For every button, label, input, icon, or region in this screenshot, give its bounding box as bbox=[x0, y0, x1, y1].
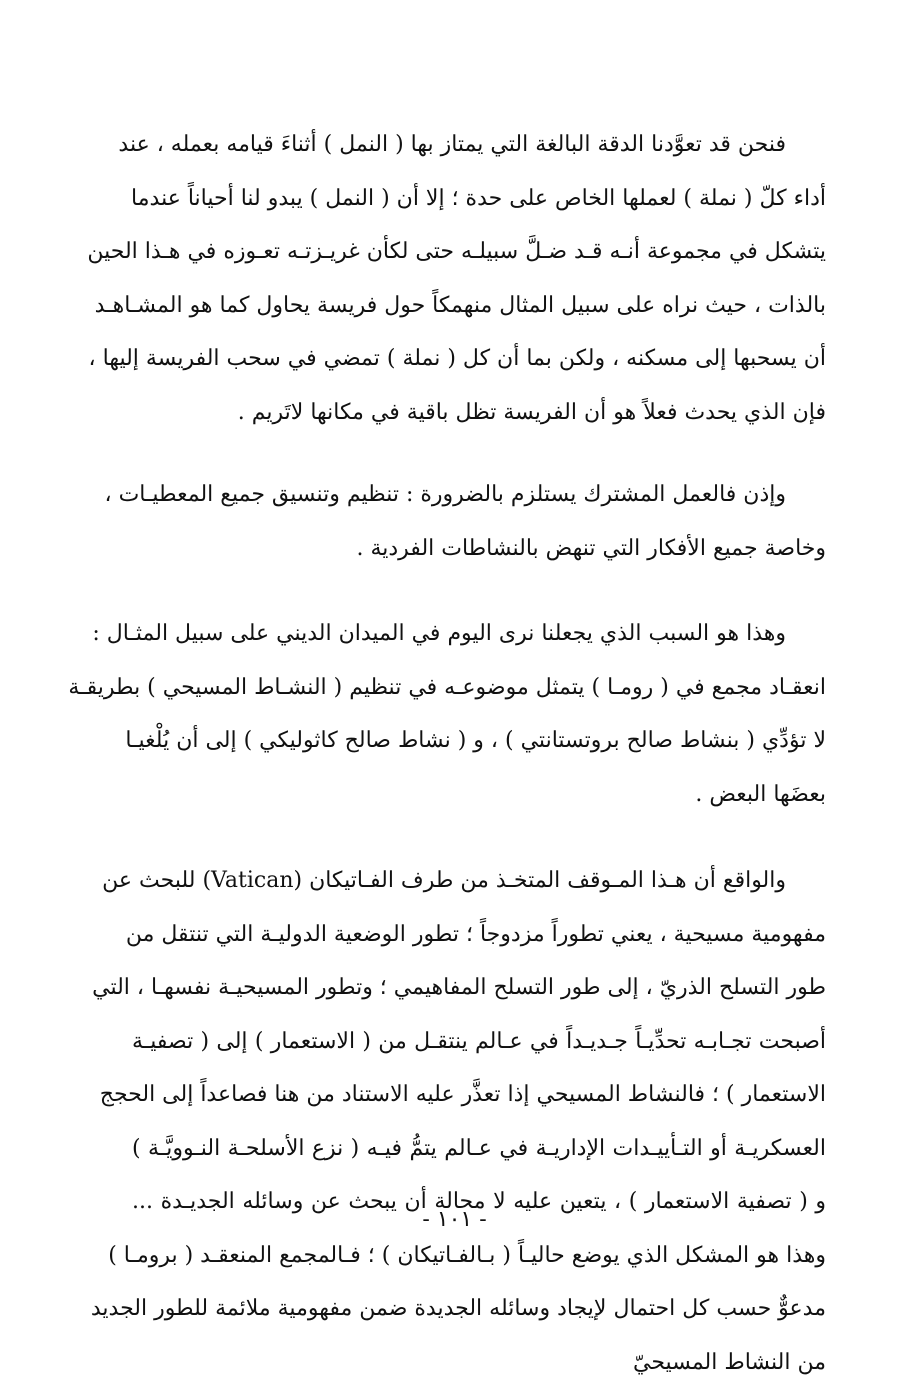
text-line: مدعوٌّ حسب كل احتمال لإيجاد وسائله الجديدة ضمن مفهومية ملائمة للطور الجديد bbox=[90, 1296, 826, 1321]
text-line: وخاصة جميع الأفكار التي تنهض بالنشاطات الفردية . bbox=[356, 535, 826, 561]
line-text: وإذن فالعمل المشترك يستلزم بالضرورة : تنظيم وتنسيق جميع المعطيـات ، bbox=[104, 482, 786, 507]
text-line: لا تؤدِّي ( بنشاط صالح بروتستانتي ) ، و ( نشاط صالح كاثوليكي ) إلى أن يُلْغيـا bbox=[125, 728, 826, 753]
text-line: أداء كلّ ( نملة ) لعملها الخاص على حدة ؛ إلا أن ( النمل ) يبدو لنا أحياناً عندما bbox=[131, 185, 826, 211]
text-line: بالذات ، حيث نراه على سبيل المثال منهمكاً حول فريسة يحاول كما هو المشـاهـد bbox=[94, 292, 826, 318]
text-line: العسكريـة أو التـأييـدات الإداريـة في عـالم يتمُّ فيـه ( نزع الأسلحـة النـوويَّـة ) bbox=[132, 1135, 826, 1161]
text-line: أن يسحبها إلى مسكنه ، ولكن بما أن كل ( نملة ) تمضي في سحب الفريسة إليها ، bbox=[88, 346, 826, 371]
text-line: من النشاط المسيحيّ bbox=[633, 1349, 826, 1375]
text-line: أصبحت تجـابـه تحدِّيـاً جـديـداً في عـالم ينتقـل من ( الاستعمار ) إلى ( تصفيـة bbox=[132, 1028, 826, 1054]
text-line: وهذا هو المشكل الذي يوضع حاليـاً ( بـالفـاتيكان ) ؛ فـالمجمع المنعقـد ( برومـا ) bbox=[108, 1242, 826, 1268]
text-line bbox=[102, 854, 826, 908]
text-line: بعضَها البعض . bbox=[695, 781, 826, 807]
line-text: فنحن قد تعوَّدنا الدقة البالغة التي يمتاز بها ( النمل ) أثناءَ قيامه بعمله ، عند bbox=[118, 132, 786, 157]
line-text: وهذا هو السبب الذي يجعلنا نرى اليوم في الميدان الديني على سبيل المثـال : bbox=[92, 621, 786, 646]
paragraph-4 bbox=[90, 854, 826, 1389]
page-number: - ١٠١ - bbox=[422, 1207, 487, 1232]
text-line: الاستعمار ) ؛ فالنشاط المسيحي إذا تعذَّر عليه الاستناد من هنا فصاعداً إلى الحجج bbox=[99, 1082, 826, 1107]
paragraph-3 bbox=[68, 607, 826, 821]
text-line bbox=[118, 118, 826, 172]
paragraph-2 bbox=[104, 468, 826, 575]
body-text bbox=[68, 118, 826, 1389]
text-line: يتشكل في مجموعة أنـه قـد ضـلَّ سبيلـه حتى لكأن غريـزتـه تعـوزه في هـذا الحين bbox=[87, 239, 826, 264]
text-line bbox=[92, 607, 826, 661]
paragraph-1 bbox=[87, 118, 826, 439]
text-line: طور التسلح الذريّ ، إلى طور التسلح المفاهيمي ؛ وتطور المسيحيـة نفسهـا ، التي bbox=[92, 975, 826, 1000]
text-line: انعقـاد مجمع في ( رومـا ) يتمثل موضوعـه في تنظيم ( النشـاط المسيحي ) بطريقـة bbox=[68, 674, 826, 700]
text-line bbox=[104, 468, 826, 522]
text-line: مفهومية مسيحية ، يعني تطوراً مزدوجاً ؛ تطور الوضعية الدوليـة التي تنتقل من bbox=[125, 921, 826, 947]
line-text: والواقع أن هـذا المـوقف المتخـذ من طرف الفـاتيكان (Vatican) للبحث عن bbox=[102, 868, 786, 893]
text-line: و ( تصفية الاستعمار ) ، يتعين عليه لا محالة أن يبحث عن وسائله الجديـدة ... bbox=[132, 1189, 826, 1214]
text-line: فإن الذي يحدث فعلاً هو أن الفريسة تظل باقية في مكانها لاتَريم . bbox=[237, 399, 826, 425]
